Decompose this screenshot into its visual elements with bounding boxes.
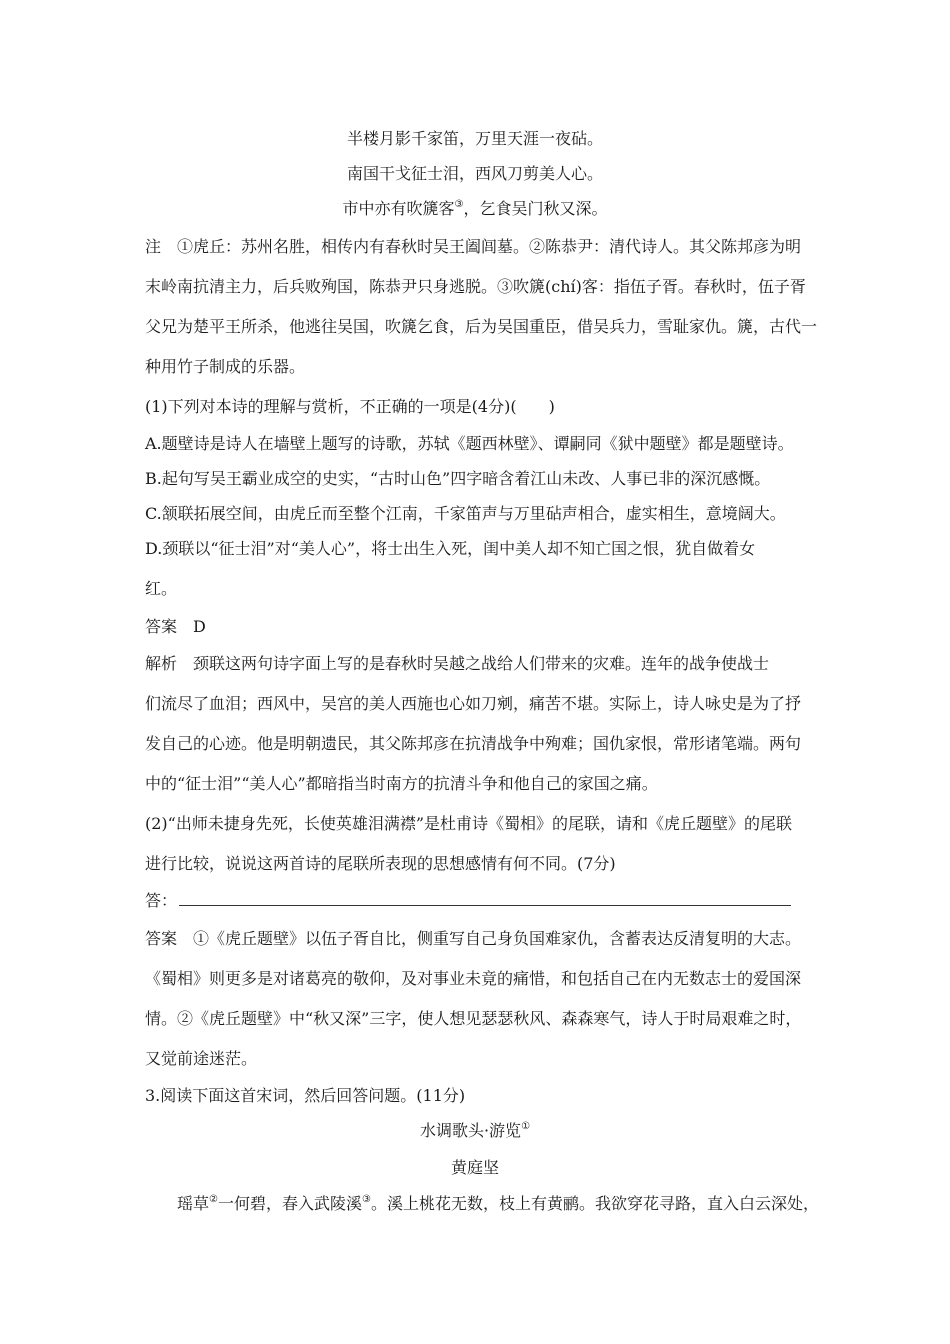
option-d-cont: 红。: [145, 579, 178, 598]
footnote-mark: ②: [209, 1194, 218, 1205]
footnote-mark: ③: [454, 199, 464, 210]
poem-line: 半楼月影千家笛，万里天涯一夜砧。: [346, 129, 603, 148]
answer-field[interactable]: [145, 890, 791, 912]
answer-2-line: 情。②《虎丘题壁》中“秋又深”三字，使人想见瑟瑟秋风、森森寒气，诗人于时局艰难之时，: [145, 1009, 802, 1028]
question-2-stem-cont: 进行比较，说说这两首诗的尾联所表现的思想感情有何不同。(7分): [145, 854, 616, 873]
analysis-line: 发自己的心迹。他是明朝遗民，其父陈邦彦在抗清战争中殉难；国仇家恨，常形诸笔端。两句: [145, 734, 802, 753]
notes-line: 父兄为楚平王所杀，他逃往吴国，吹篪乞食，后为吴国重臣，借吴兵力，雪耻家仇。篪，古代一: [145, 317, 818, 336]
ci-title-text: 水调歌头·游览: [419, 1121, 522, 1140]
answer-2-line: 又觉前途迷茫。: [145, 1049, 258, 1068]
poem-line: 南国干戈征士泪，西风刀剪美人心。: [346, 164, 603, 183]
answer-2-line: 答案 ①《虎丘题壁》以伍子胥自比，侧重写自己身负国难家仇，含蓄表达反清复明的大志。: [145, 929, 802, 948]
question-1-stem: (1)下列对本诗的理解与赏析，不正确的一项是(4分)( ): [145, 397, 555, 416]
answer-1: 答案 D: [145, 617, 206, 636]
ci-text: 一何碧，春入武陵溪: [217, 1194, 362, 1213]
option-a: A.题壁诗是诗人在墙壁上题写的诗歌，苏轼《题西林壁》、谭嗣同《狱中题壁》都是题壁诗。: [145, 434, 794, 453]
option-c: C.颔联拓展空间，由虎丘而至整个江南，千家笛声与万里砧声相合，虚实相生，意境阔大。: [145, 504, 786, 523]
footnote-mark: ①: [521, 1121, 531, 1132]
notes-line: 注 ①虎丘：苏州名胜，相传内有春秋时吴王阖闾墓。②陈恭尹：清代诗人。其父陈邦彦为明: [145, 237, 802, 256]
poem-line: [0, 198, 950, 220]
analysis-line: 解析 颈联这两句诗字面上写的是春秋时吴越之战给人们带来的灾难。连年的战争使战士: [145, 654, 770, 673]
footnote-mark: ③: [362, 1194, 371, 1205]
poem-line-part: 市中亦有吹篪客: [342, 199, 455, 218]
option-b: B.起句写吴王霸业成空的史实，“古时山色”四字暗含着江山未改、人事已非的深沉感慨。: [145, 469, 771, 488]
ci-author: 黄庭坚: [450, 1158, 499, 1177]
option-d: D.颈联以“征士泪”对“美人心”，将士出生入死，闺中美人却不知亡国之恨，犹自做着女: [145, 539, 756, 558]
answer-blank-line[interactable]: [179, 891, 791, 906]
answer-prompt: 答：: [145, 891, 178, 910]
analysis-line: 中的“征士泪”“美人心”都暗指当时南方的抗清斗争和他自己的家国之痛。: [145, 774, 658, 793]
question-2-stem: (2)“出师未捷身先死，长使英雄泪满襟”是杜甫诗《蜀相》的尾联，请和《虎丘题壁》的尾联: [145, 814, 793, 833]
ci-text: 。溪上桃花无数，枝上有黄鹂。我欲穿花寻路，直入白云深处，: [370, 1194, 819, 1213]
ci-text: 瑶草: [177, 1194, 210, 1213]
analysis-line: 们流尽了血泪；西风中，吴宫的美人西施也心如刀剜，痛苦不堪。实际上，诗人咏史是为了抒: [145, 694, 802, 713]
ci-title: [0, 1120, 950, 1142]
notes-line: 末岭南抗清主力，后兵败殉国，陈恭尹只身逃脱。③吹篪(chí)客：指伍子胥。春秋时，伍子胥: [145, 277, 806, 296]
poem-line-part: ，乞食吴门秋又深。: [463, 199, 608, 218]
notes-line: 种用竹子制成的乐器。: [145, 357, 306, 376]
ci-line: [177, 1193, 819, 1215]
answer-2-line: 《蜀相》则更多是对诸葛亮的敬仰，及对事业未竟的痛惜，和包括自己在内无数志士的爱国深: [145, 969, 802, 988]
question-3-stem: 3.阅读下面这首宋词，然后回答问题。(11分): [145, 1086, 466, 1105]
